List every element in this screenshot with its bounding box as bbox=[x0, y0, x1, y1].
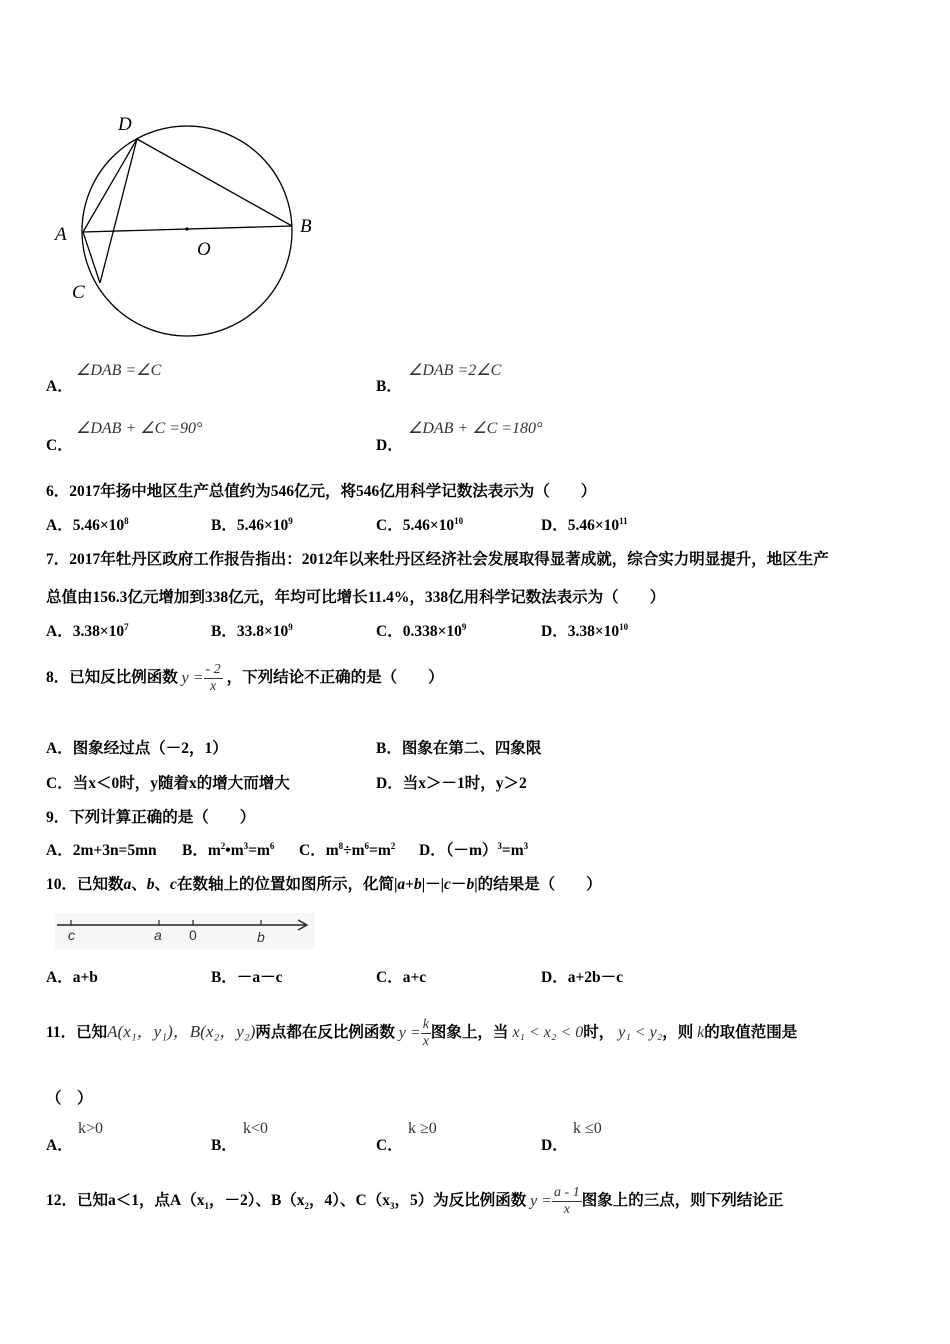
q7-b-text: B．33.8×10 bbox=[211, 623, 289, 640]
q6-option-d[interactable] bbox=[541, 513, 628, 535]
q12-suffix: 图象上的三点，则下列结论正 bbox=[581, 1192, 784, 1209]
q10-e3: b bbox=[413, 876, 422, 893]
q6-option-c[interactable] bbox=[376, 513, 463, 535]
q10-e7: b bbox=[466, 876, 475, 893]
q10-p3: 的结果是（ ） bbox=[477, 876, 602, 893]
nl-label-b: b bbox=[257, 929, 265, 945]
q10-var-b: b bbox=[146, 876, 155, 893]
q6-option-b[interactable] bbox=[211, 513, 293, 535]
q11-fraction bbox=[421, 1017, 431, 1050]
q9-c-e1: 8 bbox=[338, 840, 344, 851]
q7-option-c[interactable] bbox=[376, 619, 466, 641]
q11-cond1: x₁ < x₂ < 0 bbox=[512, 1024, 584, 1041]
q9-option-a[interactable]: A．2m+3n=5mn bbox=[46, 842, 157, 859]
q6-b-text: B．5.46×10 bbox=[211, 517, 289, 534]
q12-denominator: x bbox=[563, 1201, 570, 1217]
q10-e6: － bbox=[450, 876, 467, 893]
q7-d-exp: 10 bbox=[619, 621, 629, 632]
q7-a-exp: 7 bbox=[124, 621, 129, 632]
nl-label-c: c bbox=[68, 927, 75, 943]
q10-option-c[interactable]: C．a+c bbox=[376, 969, 427, 986]
q12-prefix: 12．已知a＜1，点A（x bbox=[46, 1192, 205, 1209]
q9-b-e3: 6 bbox=[269, 840, 275, 851]
q5-option-a-label: A． bbox=[46, 378, 73, 395]
q10-sep1: 、 bbox=[131, 876, 147, 893]
q6-option-a[interactable] bbox=[46, 513, 129, 535]
q11-denominator: x bbox=[422, 1033, 429, 1049]
q10-p1: 10．已知数 bbox=[46, 876, 124, 893]
q10-e5: c bbox=[444, 876, 451, 893]
q8-suffix: ，下列结论不正确的是（ ） bbox=[226, 669, 444, 686]
q5-option-d-label: D． bbox=[376, 437, 403, 454]
q9-b-e2: 3 bbox=[243, 840, 249, 851]
q12-m2: ，4）、C（x bbox=[309, 1192, 390, 1209]
q11-d-label: D． bbox=[541, 1137, 568, 1154]
q8-option-c[interactable]: C．当x＜0时，y随着x的增大而增大 bbox=[46, 775, 290, 792]
q9-option-d[interactable] bbox=[419, 838, 528, 860]
segment-ad bbox=[83, 139, 137, 232]
q10-text bbox=[46, 872, 602, 894]
q10-e8: | bbox=[474, 876, 478, 893]
q8-option-d[interactable]: D．当x＞－1时，y＞2 bbox=[376, 775, 527, 792]
q12-s1: 1 bbox=[204, 1201, 209, 1212]
q9-d-e2: 3 bbox=[523, 840, 529, 851]
q7-c-exp: 9 bbox=[461, 621, 467, 632]
q7-option-d[interactable] bbox=[541, 619, 628, 641]
q7-b-exp: 9 bbox=[288, 621, 293, 632]
q5-option-a-math: ∠DAB =∠C bbox=[76, 362, 162, 379]
q10-var-a: a bbox=[123, 876, 132, 893]
q9-d-e1: 3 bbox=[497, 840, 502, 851]
q11-d-math: k ≤0 bbox=[573, 1120, 602, 1137]
q8-denominator: x bbox=[210, 678, 217, 694]
q6-text: 6．2017年扬中地区生产总值约为546亿元，将546亿用科学记数法表示为（ ） bbox=[46, 483, 597, 500]
q11-y-eq: y = bbox=[398, 1024, 421, 1042]
q11-b-label: B． bbox=[211, 1137, 237, 1154]
q9-b-e1: 2 bbox=[220, 840, 226, 851]
q10-sep2: 、 bbox=[154, 876, 171, 893]
nl-label-zero: 0 bbox=[189, 927, 197, 943]
segment-cd bbox=[100, 139, 137, 283]
q5-option-c-label: C． bbox=[46, 437, 73, 454]
q11-suffix: 的取值范围是 bbox=[704, 1024, 798, 1041]
q10-option-d[interactable]: D．a+2b－c bbox=[541, 969, 624, 986]
q7-option-b[interactable] bbox=[211, 619, 293, 641]
q12-fraction bbox=[552, 1185, 582, 1218]
q10-option-b[interactable]: B．－a－c bbox=[211, 969, 283, 986]
q11-k: k bbox=[697, 1024, 705, 1041]
q11-points: A(x₁，y₁)，B(x₂，y₂) bbox=[107, 1022, 256, 1041]
q10-e4: |－| bbox=[421, 876, 445, 893]
q11-a-label: A． bbox=[46, 1137, 73, 1154]
q9-option-b[interactable] bbox=[182, 838, 274, 860]
q7-line1: 7．2017年牡丹区政府工作报告指出：2012年以来牡丹区经济社会发展取得显著成就，综合实力明显提升，地区生产 bbox=[46, 551, 829, 568]
q8-y-eq: y = bbox=[181, 669, 204, 687]
q7-option-a[interactable] bbox=[46, 619, 129, 641]
label-c: C bbox=[72, 282, 85, 303]
q11-mid: 两点都在反比例函数 bbox=[255, 1024, 395, 1041]
q9-b-post: =m bbox=[248, 842, 270, 859]
q9-b-mid: •m bbox=[225, 842, 244, 859]
q11-b-math: k<0 bbox=[243, 1120, 269, 1137]
circle-figure bbox=[50, 105, 330, 345]
q12-s3: 3 bbox=[390, 1201, 395, 1212]
q7-line2: 总值由156.3亿元增加到338亿元，年均可比增长11.4%，338亿用科学记数法表示为（ ） bbox=[46, 589, 666, 606]
q12-text bbox=[46, 1178, 783, 1224]
q11-paren: （ ） bbox=[46, 1090, 93, 1107]
q11-c-label: C． bbox=[376, 1137, 403, 1154]
q11-a-math: k>0 bbox=[78, 1120, 104, 1137]
q5-option-d-math: ∠DAB + ∠C =180° bbox=[408, 420, 543, 437]
segment-db bbox=[137, 139, 292, 226]
label-a: A bbox=[55, 224, 67, 245]
q8-prefix: 8．已知反比例函数 bbox=[46, 669, 178, 686]
q7-d-text: D．3.38×10 bbox=[541, 623, 620, 640]
q11-cond2: y₁ < y₂ bbox=[618, 1024, 663, 1041]
q6-d-text: D．5.46×10 bbox=[541, 517, 620, 534]
q9-c-mid: ÷m bbox=[343, 842, 365, 859]
q12-s2: 2 bbox=[304, 1201, 310, 1212]
q12-m1: ，－2）、B（x bbox=[208, 1192, 305, 1209]
q8-fraction bbox=[204, 662, 223, 695]
q8-numerator: - 2 bbox=[205, 661, 221, 677]
q7-a-text: A．3.38×10 bbox=[46, 623, 125, 640]
q10-option-a[interactable]: A．a+b bbox=[46, 969, 98, 986]
q12-numerator: a - 1 bbox=[554, 1184, 580, 1200]
q12-m3: ，5）为反比例函数 bbox=[394, 1192, 527, 1209]
q10-p2: 在数轴上的位置如图所示，化简| bbox=[176, 876, 398, 893]
label-d: D bbox=[118, 114, 132, 135]
q10-e1: a bbox=[397, 876, 406, 893]
q9-c-pre: C．m bbox=[299, 842, 339, 859]
q6-d-exp: 11 bbox=[619, 515, 628, 526]
nl-label-a: a bbox=[154, 927, 162, 943]
center-dot bbox=[185, 227, 188, 230]
q8-option-b[interactable]: B．图象在第二、四象限 bbox=[376, 740, 542, 757]
q11-mid3: 时， bbox=[583, 1024, 615, 1041]
q9-d-pre: D．（－m） bbox=[419, 842, 498, 859]
q6-c-text: C．5.46×10 bbox=[376, 517, 455, 534]
q6-a-exp: 8 bbox=[124, 515, 129, 526]
q9-b-pre: B．m bbox=[182, 842, 221, 859]
q5-option-b-math: ∠DAB =2∠C bbox=[408, 362, 502, 379]
q9-c-post: =m bbox=[369, 842, 391, 859]
q5-option-b-label: B． bbox=[376, 378, 402, 395]
q9-c-e2: 6 bbox=[364, 840, 370, 851]
q10-e2: + bbox=[405, 876, 414, 893]
q5-option-c-math: ∠DAB + ∠C =90° bbox=[76, 420, 203, 437]
q6-b-exp: 9 bbox=[288, 515, 293, 526]
number-line bbox=[55, 913, 315, 949]
q11-mid2: 图象上，当 bbox=[430, 1024, 509, 1041]
q8-option-a[interactable]: A．图象经过点（－2，1） bbox=[46, 740, 228, 757]
q11-mid4: ，则 bbox=[662, 1024, 694, 1041]
q11-text bbox=[46, 1004, 797, 1060]
q8-text bbox=[46, 655, 444, 701]
q7-c-text: C．0.338×10 bbox=[376, 623, 462, 640]
q9-c-e3: 2 bbox=[390, 840, 396, 851]
q11-c-math: k ≥0 bbox=[408, 1120, 437, 1137]
q9-option-c[interactable] bbox=[299, 838, 395, 860]
q12-y-eq: y = bbox=[530, 1192, 553, 1210]
label-o: O bbox=[197, 239, 211, 260]
q9-text: 9．下列计算正确的是（ ） bbox=[46, 809, 256, 826]
q11-numerator: k bbox=[422, 1016, 429, 1032]
q10-var-c: c bbox=[170, 876, 177, 893]
label-b: B bbox=[300, 216, 312, 237]
q6-a-text: A．5.46×10 bbox=[46, 517, 125, 534]
q11-prefix: 11．已知 bbox=[46, 1024, 108, 1041]
q6-c-exp: 10 bbox=[454, 515, 464, 526]
q9-d-post: =m bbox=[501, 842, 524, 859]
